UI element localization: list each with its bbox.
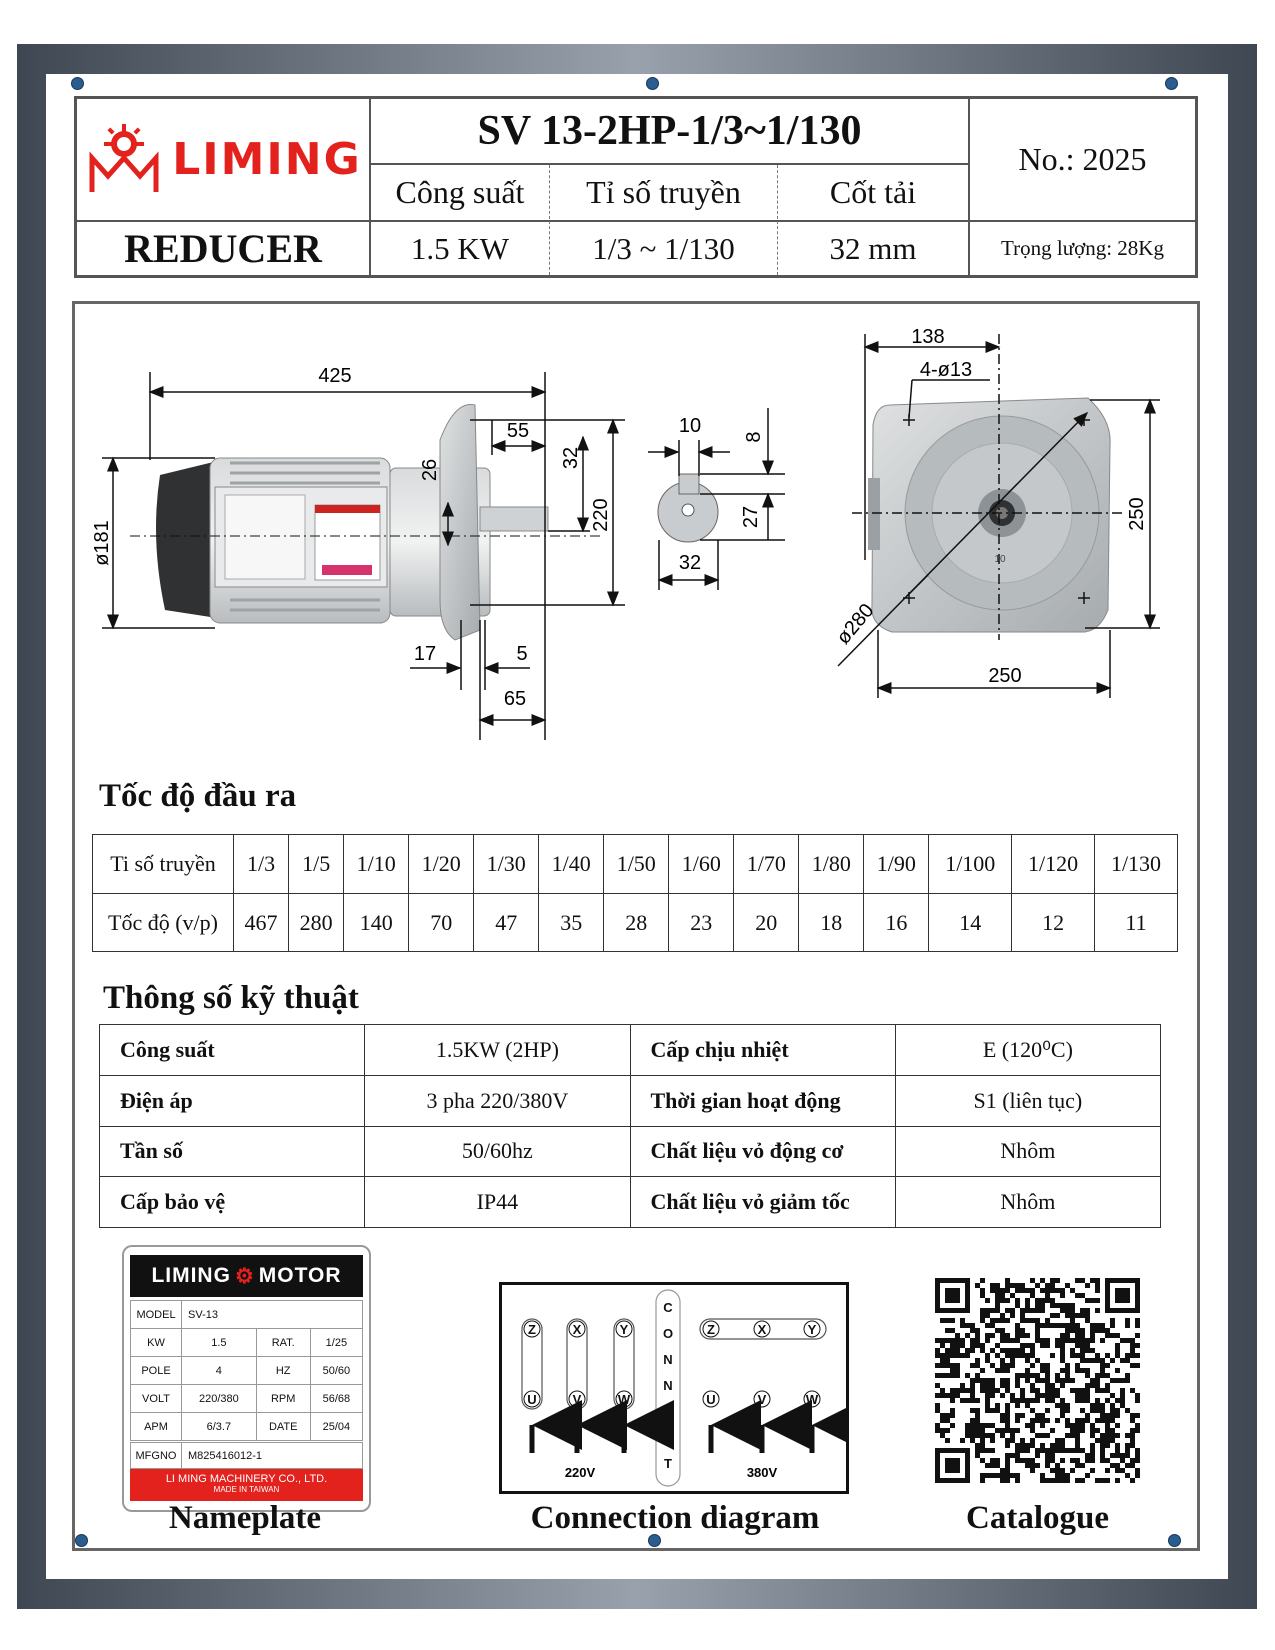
- technical-drawing: [0, 0, 1275, 780]
- dim-key-width: 10: [678, 415, 702, 437]
- np-made-in: MADE IN TAIWAN: [213, 1485, 280, 1494]
- dim-17: 17: [413, 643, 437, 665]
- terminal-z: Z: [528, 1322, 536, 1337]
- np-value: SV-13: [182, 1301, 363, 1329]
- speed-cell: 280: [289, 894, 344, 952]
- flange-front-view: [868, 398, 1110, 632]
- spec-value: Nhôm: [895, 1126, 1160, 1177]
- speed-cell: 18: [799, 894, 864, 952]
- weight-value: Trọng lượng: 28Kg: [1001, 236, 1164, 260]
- terminal-u-380: U: [706, 1392, 716, 1407]
- dim-32: 32: [560, 446, 582, 470]
- dim-26: 26: [419, 458, 441, 482]
- spec-key: Điện áp: [100, 1075, 365, 1126]
- voltage-380: 380V: [746, 1465, 778, 1480]
- dim-27: 27: [740, 505, 762, 529]
- dim-250-horizontal: 250: [988, 665, 1022, 687]
- spec-key: Thời gian hoạt động: [630, 1075, 895, 1126]
- terminal-x-380: X: [757, 1322, 767, 1337]
- speed-cell: 70: [409, 894, 474, 952]
- row-label-speed: Tốc độ (v/p): [93, 894, 234, 952]
- ratio-cell: 1/70: [734, 835, 799, 894]
- row-label-ratio: Ti số truyền: [93, 835, 234, 894]
- power-value: 1.5 KW: [410, 230, 510, 266]
- speed-cell: 16: [864, 894, 929, 952]
- ratio-cell: 1/10: [344, 835, 409, 894]
- terminal-v-380: V: [757, 1392, 767, 1407]
- speed-cell: 47: [474, 894, 539, 952]
- dim-key-depth: 8: [743, 431, 765, 443]
- dim-250-vertical: 250: [1126, 497, 1148, 531]
- np-label: POLE: [131, 1357, 182, 1385]
- specs-table: [99, 1024, 1161, 1228]
- nameplate-table: [130, 1300, 363, 1441]
- product-type: REDUCER: [124, 226, 322, 271]
- speed-cell: 14: [929, 894, 1012, 952]
- np-company: LI MING MACHINERY CO., LTD.: [165, 1473, 328, 1485]
- ratio-cell: 1/90: [864, 835, 929, 894]
- np-value: 25/04: [310, 1413, 362, 1441]
- speed-cell: 20: [734, 894, 799, 952]
- np-value: 4: [182, 1357, 257, 1385]
- np-value: 1/25: [310, 1329, 362, 1357]
- model-title: SV 13-2HP-1/3~1/130: [477, 108, 862, 154]
- caption-nameplate: Nameplate: [168, 1500, 322, 1536]
- dim-motor-diameter: ø181: [91, 520, 113, 566]
- connect-label: CONNECT: [662, 1300, 674, 1471]
- speed-cell: 140: [344, 894, 409, 952]
- np-label: MODEL: [131, 1301, 182, 1329]
- ratio-value: 1/3 ~ 1/130: [592, 230, 735, 266]
- np-label: MFGNO: [131, 1443, 182, 1468]
- ratio-label: Tỉ số truyền: [586, 174, 741, 210]
- speed-cell: 23: [669, 894, 734, 952]
- dim-5: 5: [516, 643, 528, 665]
- np-label: VOLT: [131, 1385, 182, 1413]
- np-label: DATE: [256, 1413, 310, 1441]
- wiring-diagram: [502, 1285, 846, 1491]
- terminal-y-380: Y: [807, 1322, 817, 1337]
- voltage-220: 220V: [564, 1465, 596, 1480]
- spec-value: E (120⁰C): [895, 1025, 1160, 1076]
- speed-cell: 467: [234, 894, 289, 952]
- np-label: RAT.: [256, 1329, 310, 1357]
- terminal-w: W: [617, 1392, 631, 1407]
- np-value: 1.5: [182, 1329, 257, 1357]
- np-value: 6/3.7: [182, 1413, 257, 1441]
- spec-value: IP44: [365, 1177, 630, 1228]
- spec-key: Công suất: [100, 1025, 365, 1076]
- np-label: KW: [131, 1329, 182, 1357]
- shaft-label: Cốt tải: [829, 174, 917, 210]
- ratio-cell: 1/50: [604, 835, 669, 894]
- nameplate-brand-left: LIMING: [151, 1264, 231, 1287]
- terminal-x: X: [572, 1322, 582, 1337]
- dim-280: ø280: [832, 599, 879, 649]
- dim-220: 220: [590, 498, 612, 532]
- nameplate-image: [122, 1245, 371, 1512]
- center-mark: 10: [994, 554, 1006, 565]
- brand-name: LIMING: [172, 134, 362, 185]
- spec-key: Tần số: [100, 1126, 365, 1177]
- np-label: RPM: [256, 1385, 310, 1413]
- qr-code-icon: [935, 1278, 1140, 1483]
- ratio-cell: 1/20: [409, 835, 474, 894]
- spec-value: 50/60hz: [365, 1126, 630, 1177]
- liming-gear-icon: ⚙: [234, 1264, 255, 1288]
- np-label: APM: [131, 1413, 182, 1441]
- nameplate-brand-right: MOTOR: [258, 1264, 342, 1287]
- dim-length: 425: [318, 365, 352, 387]
- speed-cell: 12: [1012, 894, 1095, 952]
- spec-key: Cấp chịu nhiệt: [630, 1025, 895, 1076]
- power-label: Công suất: [395, 174, 525, 210]
- terminal-w-380: W: [805, 1392, 819, 1407]
- np-label: HZ: [256, 1357, 310, 1385]
- spec-key: Chất liệu vỏ động cơ: [630, 1126, 895, 1177]
- nameplate-header: [130, 1255, 363, 1297]
- dim-holes: 4-ø13: [919, 359, 973, 381]
- ratio-cell: 1/30: [474, 835, 539, 894]
- speed-table: [92, 834, 1178, 952]
- spec-key: Cấp bảo vệ: [100, 1177, 365, 1228]
- spec-key: Chất liệu vỏ giảm tốc: [630, 1177, 895, 1228]
- ratio-cell: 1/80: [799, 835, 864, 894]
- spec-value: Nhôm: [895, 1177, 1160, 1228]
- np-value: 50/60: [310, 1357, 362, 1385]
- ratio-cell: 1/120: [1012, 835, 1095, 894]
- spec-value: 1.5KW (2HP): [365, 1025, 630, 1076]
- ratio-cell: 1/3: [234, 835, 289, 894]
- ratio-cell: 1/60: [669, 835, 734, 894]
- speed-cell: 35: [539, 894, 604, 952]
- spec-value: 3 pha 220/380V: [365, 1075, 630, 1126]
- ratio-cell: 1/40: [539, 835, 604, 894]
- speed-cell: 28: [604, 894, 669, 952]
- speed-section-title: Tốc độ đầu ra: [99, 778, 297, 814]
- speed-cell: 11: [1095, 894, 1178, 952]
- connection-diagram: [499, 1282, 849, 1494]
- np-value: 56/68: [310, 1385, 362, 1413]
- terminal-v: V: [572, 1392, 582, 1407]
- dim-shaft-dia: 32: [678, 552, 702, 574]
- terminal-y: Y: [619, 1322, 629, 1337]
- caption-connection: Connection diagram: [530, 1500, 820, 1536]
- specs-section-title: Thông số kỹ thuật: [103, 980, 359, 1016]
- spec-value: S1 (liên tục): [895, 1075, 1160, 1126]
- np-value: M825416012-1: [188, 1449, 263, 1462]
- shaft-section-view: [658, 474, 718, 542]
- np-mfgno-row: [130, 1442, 363, 1469]
- caption-catalogue: Catalogue: [966, 1500, 1109, 1536]
- shaft-value: 32 mm: [829, 230, 917, 266]
- terminal-u: U: [527, 1392, 537, 1407]
- np-value: 220/380: [182, 1385, 257, 1413]
- terminal-z-380: Z: [707, 1322, 715, 1337]
- nameplate-footer: [130, 1469, 363, 1501]
- dim-138: 138: [911, 326, 945, 348]
- catalogue-qr-code[interactable]: [935, 1278, 1140, 1483]
- ratio-cell: 1/100: [929, 835, 1012, 894]
- dim-65: 65: [503, 688, 527, 710]
- dim-55: 55: [506, 420, 530, 442]
- ratio-cell: 1/5: [289, 835, 344, 894]
- document-number: No.: 2025: [1018, 141, 1147, 177]
- ratio-cell: 1/130: [1095, 835, 1178, 894]
